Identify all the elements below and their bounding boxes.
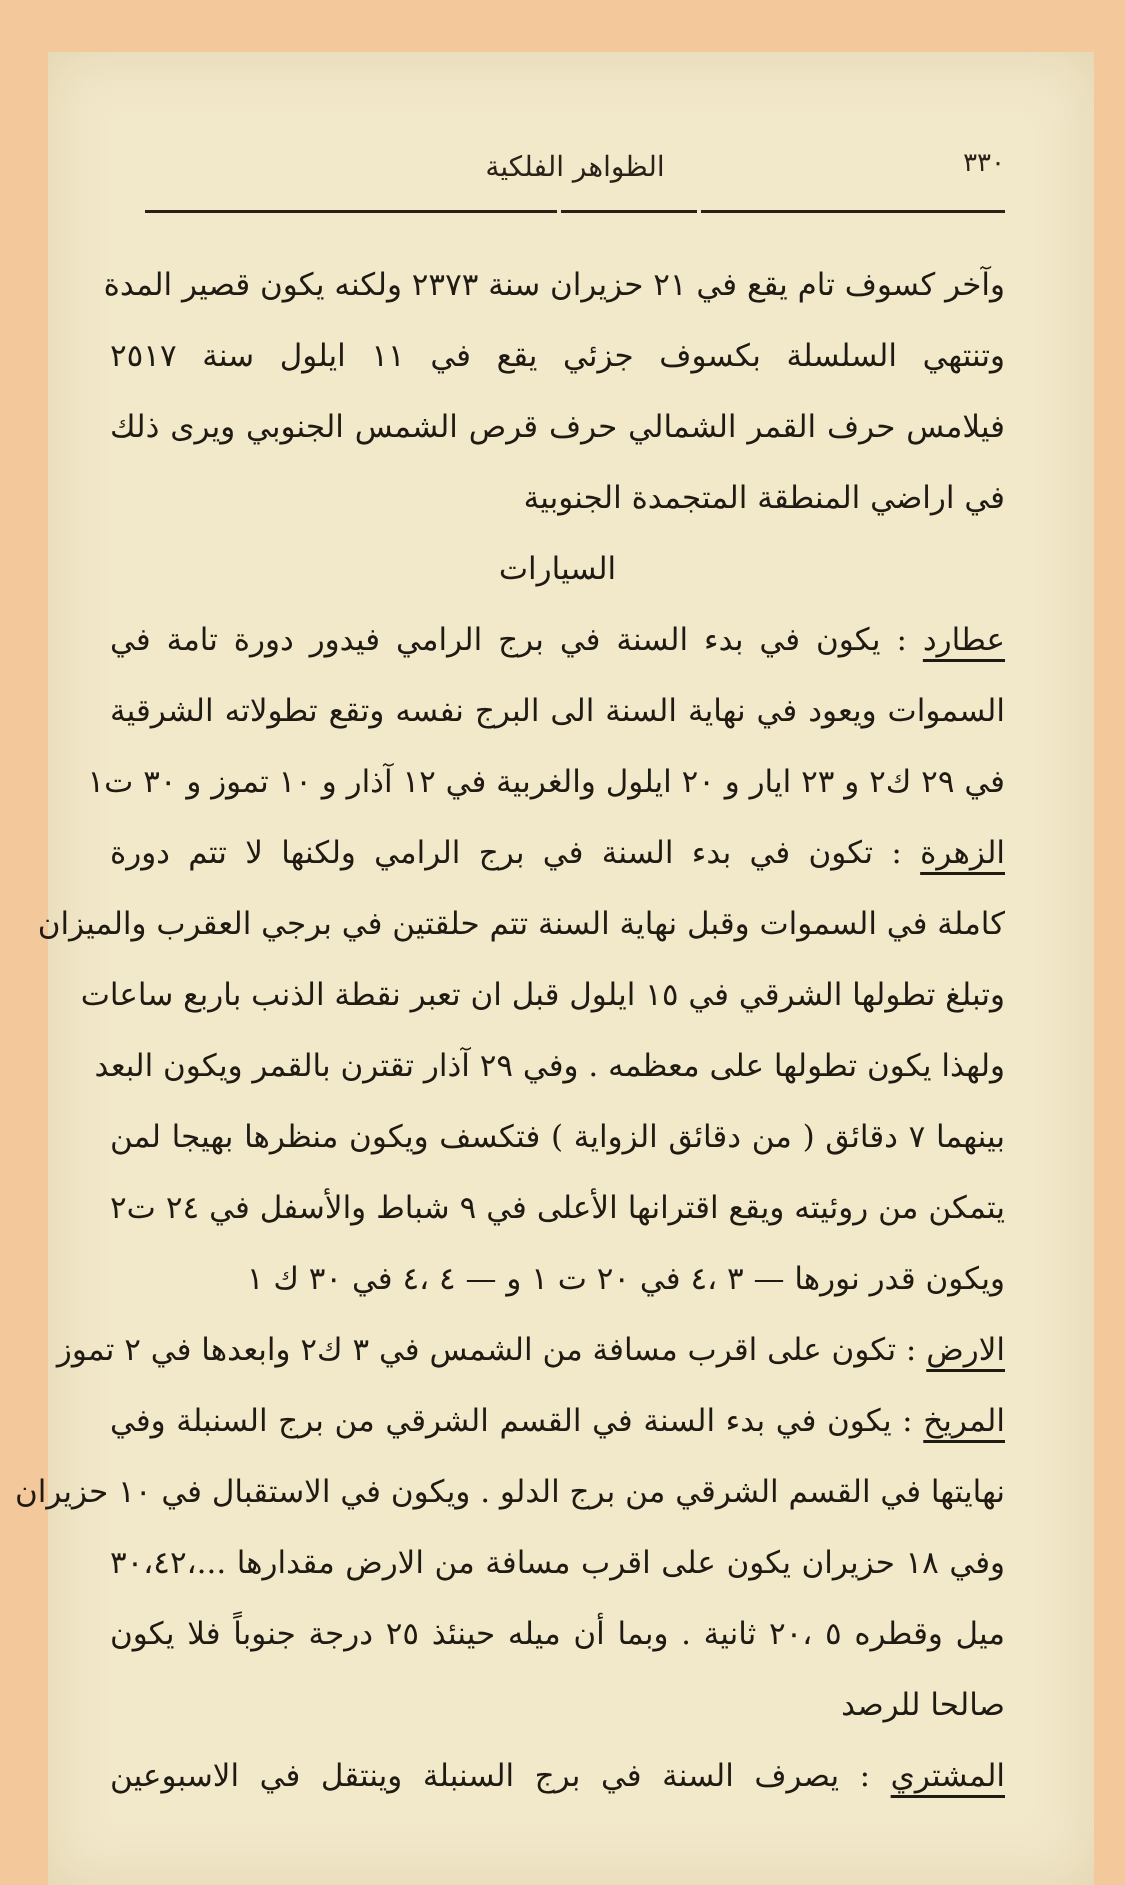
text-line [110, 1102, 1005, 1173]
header-rule [701, 210, 1005, 213]
text-line [56, 1315, 1005, 1386]
line-text: وتبلغ تطولها الشرقي في ١٥ ايلول قبل ان تعبر نقطة الذنب باربع ساعات [80, 977, 1005, 1013]
header-rule [145, 210, 557, 213]
line-text: ويكون قدر نورها — ٣ ،٤ في ٢٠ ت ١ و — ٤ ،٤ في ٣٠ ك ١ [246, 1261, 1005, 1297]
line-text: يتمكن من روئيته ويقع اقترانها الأعلى في ٩ شباط والأسفل في ٢٤ ت٢ [110, 1190, 1005, 1226]
line-text: صالحا للرصد [841, 1687, 1005, 1723]
planet-term: عطارد [922, 622, 1006, 658]
text-line [110, 818, 1005, 889]
planet-term: المشتري [890, 1758, 1005, 1794]
text-line [87, 747, 1005, 818]
text-line [110, 1528, 1005, 1599]
text-line [110, 392, 1005, 463]
line-text: كاملة في السموات وقبل نهاية السنة تتم حلقتين في برجي العقرب والميزان [37, 906, 1005, 942]
text-line [14, 1457, 1005, 1528]
text-line [110, 1599, 1005, 1670]
planet-term: الزهرة [920, 835, 1005, 871]
line-text: بينهما ٧ دقائق ( من دقائق الزواية ) فتكسف ويكون منظرها بهيجا لمن [110, 1119, 1005, 1155]
line-text: في اراضي المنطقة المتجمدة الجنوبية [523, 480, 1005, 516]
text-line [110, 1173, 1005, 1244]
text-line [110, 463, 1005, 534]
line-text: ولهذا يكون تطولها على معظمه . وفي ٢٩ آذار تقترن بالقمر ويكون البعد [94, 1048, 1005, 1084]
running-title: الظواهر الفلكية [485, 150, 665, 183]
line-text: : تكون في بدء السنة في برج الرامي ولكنها لا تتم دورة [110, 835, 902, 871]
line-text: وتنتهي السلسلة بكسوف جزئي يقع في ١١ ايلول سنة ٢٥١٧ [110, 338, 1006, 374]
section-heading [110, 534, 1005, 605]
line-text: : يصرف السنة في برج السنبلة وينتقل في الاسبوعين [110, 1758, 871, 1794]
line-text: ميل وقطره ٥ ،٢٠ ثانية . وبما أن ميله حينئذ ٢٥ درجة جنوباً فلا يكون [110, 1616, 1005, 1652]
page-number: ٣٣٠ [963, 148, 1005, 178]
line-text: فيلامس حرف القمر الشمالي حرف قرص الشمس الجنوبي ويرى ذلك [110, 409, 1005, 445]
body-text [14, 250, 1006, 1812]
planet-term: الارض [926, 1332, 1005, 1368]
line-text: السموات ويعود في نهاية السنة الى البرج نفسه وتقع تطولاته الشرقية [110, 693, 1005, 729]
line-text: : يكون في بدء السنة في القسم الشرقي من برج السنبلة وفي [110, 1403, 913, 1439]
page-header [145, 100, 1005, 220]
text-line [110, 676, 1005, 747]
text-line [110, 1386, 1005, 1457]
section-heading-text: السيارات [498, 551, 617, 587]
line-text: وفي ١٨ حزيران يكون على اقرب مسافة من الارض مقدارها ...،٣٠،٤٢ [110, 1545, 1005, 1581]
planet-term: المريخ [923, 1403, 1005, 1439]
text-line [110, 605, 1005, 676]
line-text: في ٢٩ ك٢ و ٢٣ ايار و ٢٠ ايلول والغربية في ١٢ آذار و ١٠ تموز و ٣٠ ت١ [87, 764, 1005, 800]
text-line [110, 1670, 1005, 1741]
line-text: : يكون في بدء السنة في برج الرامي فيدور دورة تامة في [110, 622, 907, 658]
text-line [110, 321, 1005, 392]
text-line [110, 1741, 1005, 1812]
line-text: : تكون على اقرب مسافة من الشمس في ٣ ك٢ وابعدها في ٢ تموز [56, 1332, 917, 1368]
text-line [94, 1031, 1005, 1102]
header-rule [561, 210, 697, 213]
text-line [80, 960, 1005, 1031]
text-line [110, 1244, 1005, 1315]
line-text: نهايتها في القسم الشرقي من برج الدلو . ويكون في الاستقبال في ١٠ حزيران [14, 1474, 1005, 1510]
line-text: وآخر كسوف تام يقع في ٢١ حزيران سنة ٢٣٧٣ ولكنه يكون قصير المدة [103, 267, 1005, 303]
text-line [103, 250, 1005, 321]
text-line [37, 889, 1005, 960]
